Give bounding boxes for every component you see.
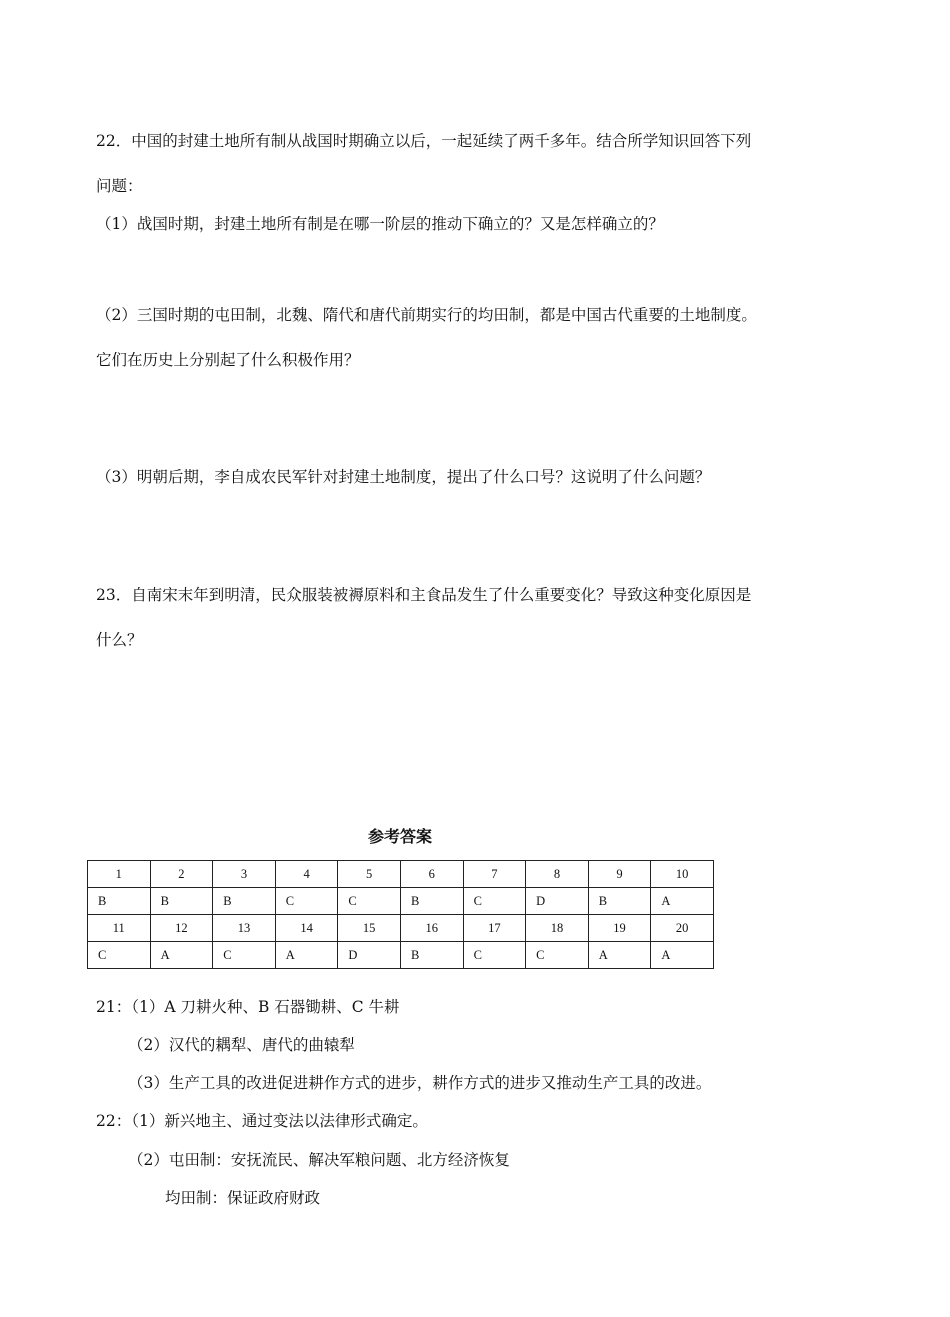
question-22-sub-2-line-2: 它们在历史上分别起了什么积极作用？ [96,351,360,369]
question-number-cell: 17 [463,915,526,942]
answer-cell: B [400,942,463,969]
answer-21-part-1: 21：（1）A 刀耕火种、B 石器锄耕、C 牛耕 [96,998,400,1016]
answer-table [87,860,714,969]
answer-22-part-1: 22：（1）新兴地主、通过变法以法律形式确定。 [96,1112,428,1130]
answer-cell: C [463,942,526,969]
answer-table-number-row [88,915,714,942]
question-22-sub-2-line-1: （2）三国时期的屯田制，北魏、隋代和唐代前期实行的均田制，都是中国古代重要的土地制度。 [96,306,757,324]
question-23-line-2: 什么？ [96,631,143,649]
question-number-cell: 3 [213,861,276,888]
question-22-line-2: 问题： [96,177,143,195]
answer-22-part-2: （2）屯田制：安抚流民、解决军粮问题、北方经济恢复 [128,1151,510,1169]
question-number-cell: 11 [88,915,151,942]
question-number-cell: 9 [588,861,651,888]
question-number-cell: 15 [338,915,401,942]
answer-cell: A [150,942,213,969]
answer-cell: C [213,942,276,969]
question-number-cell: 10 [651,861,714,888]
question-number-cell: 1 [88,861,151,888]
question-number-cell: 8 [526,861,589,888]
answer-cell: C [338,888,401,915]
answer-cell: B [588,888,651,915]
question-22-sub-1: （1）战国时期，封建土地所有制是在哪一阶层的推动下确立的？又是怎样确立的？ [96,215,664,233]
answer-cell: B [150,888,213,915]
question-23-line-1: 23．自南宋末年到明清，民众服装被褥原料和主食品发生了什么重要变化？导致这种变化原因是 [96,586,752,604]
answer-cell: C [526,942,589,969]
question-number-cell: 2 [150,861,213,888]
question-number-cell: 5 [338,861,401,888]
answer-cell: A [275,942,338,969]
answer-cell: B [88,888,151,915]
question-number-cell: 12 [150,915,213,942]
answer-cell: B [400,888,463,915]
answer-21-part-3: （3）生产工具的改进促进耕作方式的进步，耕作方式的进步又推动生产工具的改进。 [128,1074,712,1092]
answer-cell: B [213,888,276,915]
question-number-cell: 4 [275,861,338,888]
answer-cell: C [88,942,151,969]
question-number-cell: 18 [526,915,589,942]
question-number-cell: 6 [400,861,463,888]
question-number-cell: 13 [213,915,276,942]
answer-22-part-3: 均田制：保证政府财政 [165,1189,321,1207]
answer-21-part-2: （2）汉代的耦犁、唐代的曲辕犁 [128,1036,355,1054]
answer-cell: A [588,942,651,969]
answer-cell: A [651,942,714,969]
answer-cell: D [526,888,589,915]
answer-table-number-row [88,861,714,888]
question-number-cell: 7 [463,861,526,888]
answer-cell: C [275,888,338,915]
question-number-cell: 16 [400,915,463,942]
answer-table-answer-row [88,942,714,969]
answer-cell: D [338,942,401,969]
answers-title: 参考答案 [367,827,432,846]
question-22-sub-3: （3）明朝后期，李自成农民军针对封建土地制度，提出了什么口号？这说明了什么问题？ [96,468,711,486]
answer-cell: C [463,888,526,915]
question-number-cell: 19 [588,915,651,942]
question-22-line-1: 22．中国的封建土地所有制从战国时期确立以后，一起延续了两千多年。结合所学知识回答下列 [96,132,752,150]
answer-cell: A [651,888,714,915]
question-number-cell: 20 [651,915,714,942]
answer-table-answer-row [88,888,714,915]
question-number-cell: 14 [275,915,338,942]
